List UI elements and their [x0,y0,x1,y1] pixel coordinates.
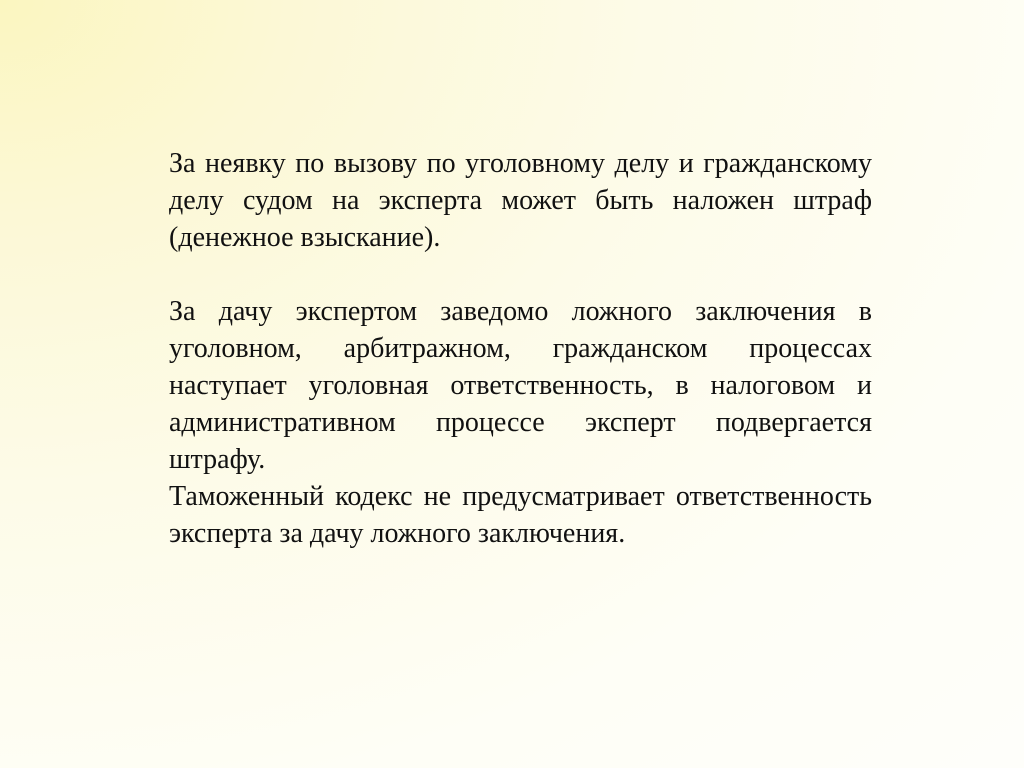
paragraph-customs-code: Таможенный кодекс не предусматривает ответственность эксперта за дачу ложного заключения. [169,481,872,549]
paragraph-spacer [169,256,872,293]
paragraph-false-conclusion-liability: За дачу экспертом заведомо ложного заключения в уголовном, арбитражном, гражданском процессах наступает уголовная ответственность, в налоговом и административном процессе эксперт подвергается штрафу. [169,296,872,475]
paragraph-expert-no-show-fine: За неявку по вызову по уголовному делу и гражданскому делу судом на эксперта может быть наложен штраф (денежное взыскание). [169,148,872,253]
slide-text-body [169,145,872,552]
